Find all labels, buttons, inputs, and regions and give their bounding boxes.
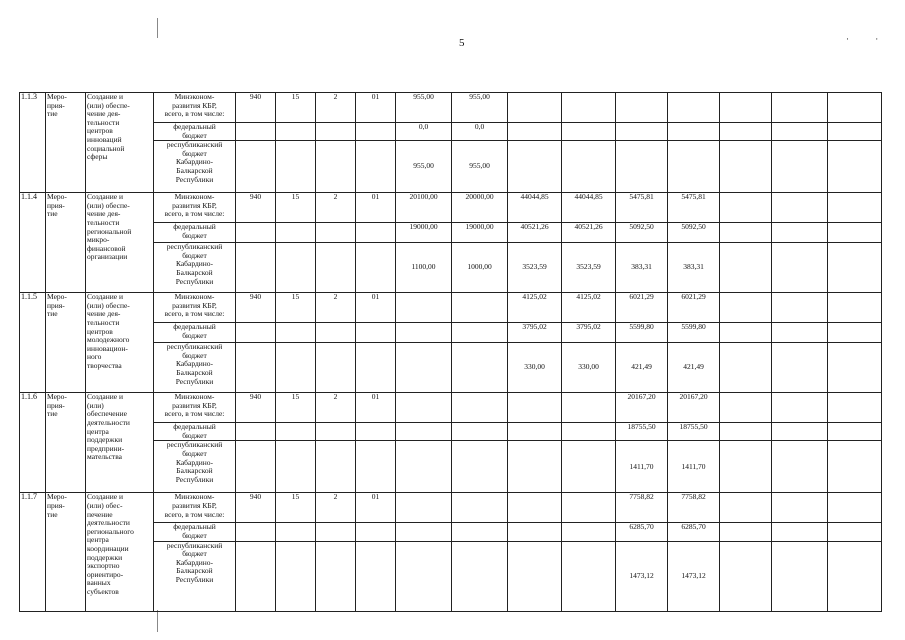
amount-cell: 5092,50 xyxy=(668,223,720,243)
amount-cell: 40521,26 xyxy=(562,223,616,243)
row-kind: Меро- прия- тие xyxy=(46,293,86,393)
amount-cell xyxy=(720,343,772,393)
table-body xyxy=(20,93,882,612)
code-rz xyxy=(276,141,316,193)
code-pr xyxy=(316,141,356,193)
row-kind: Меро- прия- тие xyxy=(46,393,86,493)
amount-cell: 20100,00 xyxy=(396,193,452,223)
scan-margin-line xyxy=(157,18,158,38)
amount-cell: 7758,82 xyxy=(668,493,720,523)
amount-cell xyxy=(720,323,772,343)
amount-cell: 1100,00 xyxy=(396,243,452,293)
funding-source: федеральный бюджет xyxy=(154,523,236,541)
code-pr xyxy=(316,441,356,493)
amount-cell xyxy=(396,293,452,323)
amount-cell xyxy=(452,293,508,323)
amount-cell: 44044,85 xyxy=(562,193,616,223)
funding-source: республиканский бюджет Кабардино- Балкарской Республики xyxy=(154,541,236,611)
amount-cell xyxy=(562,541,616,611)
amount-cell xyxy=(508,493,562,523)
amount-cell: 20000,00 xyxy=(452,193,508,223)
code-csr: 01 xyxy=(356,393,396,423)
amount-cell xyxy=(772,343,828,393)
row-kind: Меро- прия- тие xyxy=(46,93,86,193)
amount-cell xyxy=(828,243,882,293)
amount-cell: 5599,80 xyxy=(616,323,668,343)
amount-cell: 383,31 xyxy=(668,243,720,293)
amount-cell xyxy=(772,93,828,123)
amount-cell xyxy=(772,123,828,141)
code-csr xyxy=(356,441,396,493)
amount-cell xyxy=(828,393,882,423)
code-pr xyxy=(316,523,356,541)
budget-table xyxy=(19,92,882,612)
amount-cell: 1411,70 xyxy=(616,441,668,493)
amount-cell xyxy=(828,141,882,193)
code-pr xyxy=(316,323,356,343)
amount-cell xyxy=(772,393,828,423)
row-code: 1.1.6 xyxy=(20,393,46,493)
funding-source: республиканский бюджет Кабардино- Балкарской Республики xyxy=(154,441,236,493)
code-rz xyxy=(276,223,316,243)
amount-cell xyxy=(396,423,452,441)
amount-cell xyxy=(562,493,616,523)
row-name: Создание и (или) обеспечение деятельности центра поддержки предприни- мательства xyxy=(86,393,154,493)
row-code: 1.1.7 xyxy=(20,493,46,611)
code-grbs: 940 xyxy=(236,93,276,123)
amount-cell xyxy=(720,123,772,141)
funding-source: федеральный бюджет xyxy=(154,123,236,141)
amount-cell xyxy=(720,93,772,123)
code-grbs xyxy=(236,523,276,541)
amount-cell: 1473,12 xyxy=(616,541,668,611)
amount-cell: 3795,02 xyxy=(508,323,562,343)
code-grbs xyxy=(236,423,276,441)
amount-cell xyxy=(508,123,562,141)
amount-cell xyxy=(668,123,720,141)
amount-cell xyxy=(616,141,668,193)
amount-cell xyxy=(396,441,452,493)
code-pr xyxy=(316,243,356,293)
amount-cell xyxy=(720,423,772,441)
amount-cell: 5599,80 xyxy=(668,323,720,343)
funding-source: республиканский бюджет Кабардино- Балкарской Республики xyxy=(154,343,236,393)
code-rz: 15 xyxy=(276,293,316,323)
amount-cell xyxy=(668,141,720,193)
amount-cell xyxy=(508,441,562,493)
amount-cell xyxy=(828,123,882,141)
funding-source: республиканский бюджет Кабардино- Балкарской Республики xyxy=(154,141,236,193)
amount-cell xyxy=(396,393,452,423)
amount-cell xyxy=(562,93,616,123)
amount-cell: 6285,70 xyxy=(668,523,720,541)
amount-cell xyxy=(720,193,772,223)
row-name: Создание и (или) обеспе- чение дея- тельности центров молодежного инновацион- ного творчества xyxy=(86,293,154,393)
amount-cell xyxy=(562,123,616,141)
code-pr: 2 xyxy=(316,493,356,523)
code-csr: 01 xyxy=(356,293,396,323)
code-csr xyxy=(356,323,396,343)
amount-cell xyxy=(772,523,828,541)
code-rz xyxy=(276,323,316,343)
amount-cell xyxy=(508,423,562,441)
amount-cell xyxy=(720,441,772,493)
code-csr: 01 xyxy=(356,93,396,123)
amount-cell xyxy=(828,223,882,243)
amount-cell xyxy=(396,493,452,523)
amount-cell: 955,00 xyxy=(396,141,452,193)
amount-cell xyxy=(828,343,882,393)
funding-source: федеральный бюджет xyxy=(154,323,236,343)
table-row xyxy=(20,193,882,223)
amount-cell xyxy=(562,393,616,423)
row-code: 1.1.4 xyxy=(20,193,46,293)
code-rz: 15 xyxy=(276,93,316,123)
code-rz xyxy=(276,441,316,493)
code-csr xyxy=(356,123,396,141)
row-name: Создание и (или) обеспе- чение дея- тельности региональной микро- финансовой организации xyxy=(86,193,154,293)
amount-cell xyxy=(720,243,772,293)
amount-cell xyxy=(562,441,616,493)
code-grbs xyxy=(236,243,276,293)
amount-cell: 40521,26 xyxy=(508,223,562,243)
amount-cell xyxy=(562,423,616,441)
code-csr xyxy=(356,523,396,541)
scan-margin-line xyxy=(157,610,158,632)
code-grbs: 940 xyxy=(236,393,276,423)
amount-cell: 20167,20 xyxy=(668,393,720,423)
amount-cell xyxy=(452,343,508,393)
amount-cell: 0,0 xyxy=(452,123,508,141)
amount-cell xyxy=(616,123,668,141)
amount-cell: 5475,81 xyxy=(616,193,668,223)
amount-cell: 1473,12 xyxy=(668,541,720,611)
amount-cell xyxy=(452,441,508,493)
amount-cell xyxy=(772,293,828,323)
amount-cell xyxy=(720,141,772,193)
code-grbs: 940 xyxy=(236,293,276,323)
amount-cell xyxy=(452,393,508,423)
code-pr xyxy=(316,343,356,393)
code-csr xyxy=(356,541,396,611)
code-csr xyxy=(356,343,396,393)
code-pr: 2 xyxy=(316,193,356,223)
amount-cell: 0,0 xyxy=(396,123,452,141)
amount-cell xyxy=(772,141,828,193)
amount-cell: 3795,02 xyxy=(562,323,616,343)
code-rz xyxy=(276,123,316,141)
amount-cell: 1000,00 xyxy=(452,243,508,293)
amount-cell xyxy=(562,523,616,541)
top-scan-mark xyxy=(388,0,610,4)
code-csr: 01 xyxy=(356,193,396,223)
amount-cell: 955,00 xyxy=(452,141,508,193)
table-row xyxy=(20,93,882,123)
code-pr xyxy=(316,541,356,611)
code-rz xyxy=(276,423,316,441)
code-grbs xyxy=(236,343,276,393)
code-pr: 2 xyxy=(316,393,356,423)
amount-cell xyxy=(772,423,828,441)
row-code: 1.1.3 xyxy=(20,93,46,193)
amount-cell xyxy=(562,141,616,193)
funding-source: Минэконом- развития КБР, всего, в том числе: xyxy=(154,493,236,523)
amount-cell: 19000,00 xyxy=(452,223,508,243)
amount-cell: 3523,59 xyxy=(562,243,616,293)
amount-cell xyxy=(720,223,772,243)
code-grbs xyxy=(236,541,276,611)
amount-cell xyxy=(668,93,720,123)
row-code: 1.1.5 xyxy=(20,293,46,393)
code-csr: 01 xyxy=(356,493,396,523)
funding-source: Минэконом- развития КБР, всего, в том числе: xyxy=(154,93,236,123)
amount-cell xyxy=(828,193,882,223)
amount-cell xyxy=(772,441,828,493)
code-csr xyxy=(356,141,396,193)
code-csr xyxy=(356,423,396,441)
funding-source: Минэконом- развития КБР, всего, в том числе: xyxy=(154,193,236,223)
amount-cell: 19000,00 xyxy=(396,223,452,243)
code-grbs xyxy=(236,323,276,343)
amount-cell xyxy=(828,293,882,323)
amount-cell xyxy=(396,343,452,393)
amount-cell xyxy=(508,141,562,193)
amount-cell xyxy=(396,323,452,343)
amount-cell xyxy=(720,293,772,323)
amount-cell: 383,31 xyxy=(616,243,668,293)
table-row xyxy=(20,493,882,523)
amount-cell xyxy=(452,493,508,523)
amount-cell: 6021,29 xyxy=(616,293,668,323)
amount-cell xyxy=(508,541,562,611)
amount-cell: 6285,70 xyxy=(616,523,668,541)
amount-cell xyxy=(720,393,772,423)
code-rz: 15 xyxy=(276,393,316,423)
code-csr xyxy=(356,223,396,243)
funding-source: Минэконом- развития КБР, всего, в том числе: xyxy=(154,393,236,423)
amount-cell xyxy=(772,243,828,293)
amount-cell xyxy=(828,93,882,123)
code-pr xyxy=(316,423,356,441)
amount-cell xyxy=(396,523,452,541)
amount-cell xyxy=(772,323,828,343)
amount-cell: 4125,02 xyxy=(508,293,562,323)
amount-cell: 20167,20 xyxy=(616,393,668,423)
amount-cell xyxy=(720,523,772,541)
code-csr xyxy=(356,243,396,293)
code-rz xyxy=(276,343,316,393)
amount-cell: 421,49 xyxy=(616,343,668,393)
amount-cell xyxy=(772,541,828,611)
code-pr xyxy=(316,223,356,243)
code-pr: 2 xyxy=(316,93,356,123)
amount-cell: 421,49 xyxy=(668,343,720,393)
amount-cell xyxy=(508,523,562,541)
amount-cell: 7758,82 xyxy=(616,493,668,523)
amount-cell xyxy=(616,93,668,123)
code-grbs xyxy=(236,441,276,493)
amount-cell xyxy=(828,323,882,343)
row-name: Создание и (или) обес- печение деятельности регионального центра координации поддержки экспортно ориентиро- ванных субъектов xyxy=(86,493,154,611)
funding-source: республиканский бюджет Кабардино- Балкарской Республики xyxy=(154,243,236,293)
amount-cell: 955,00 xyxy=(452,93,508,123)
code-pr: 2 xyxy=(316,293,356,323)
amount-cell xyxy=(452,523,508,541)
amount-cell xyxy=(452,323,508,343)
amount-cell xyxy=(452,541,508,611)
amount-cell xyxy=(828,541,882,611)
row-kind: Меро- прия- тие xyxy=(46,493,86,611)
code-rz xyxy=(276,523,316,541)
amount-cell: 44044,85 xyxy=(508,193,562,223)
code-grbs xyxy=(236,123,276,141)
amount-cell: 5475,81 xyxy=(668,193,720,223)
row-name: Создание и (или) обеспе- чение дея- тельности центров инноваций социальной сферы xyxy=(86,93,154,193)
amount-cell xyxy=(772,493,828,523)
row-kind: Меро- прия- тие xyxy=(46,193,86,293)
code-grbs: 940 xyxy=(236,493,276,523)
code-rz xyxy=(276,243,316,293)
amount-cell xyxy=(828,493,882,523)
amount-cell xyxy=(720,541,772,611)
amount-cell: 4125,02 xyxy=(562,293,616,323)
table-row xyxy=(20,293,882,323)
amount-cell: 3523,59 xyxy=(508,243,562,293)
code-rz: 15 xyxy=(276,193,316,223)
amount-cell xyxy=(508,393,562,423)
amount-cell xyxy=(828,523,882,541)
code-grbs xyxy=(236,223,276,243)
code-grbs xyxy=(236,141,276,193)
amount-cell xyxy=(772,193,828,223)
amount-cell: 18755,50 xyxy=(616,423,668,441)
amount-cell: 330,00 xyxy=(508,343,562,393)
code-rz: 15 xyxy=(276,493,316,523)
amount-cell: 18755,50 xyxy=(668,423,720,441)
amount-cell xyxy=(396,541,452,611)
scan-dots: · · xyxy=(846,34,891,44)
amount-cell: 330,00 xyxy=(562,343,616,393)
table-row xyxy=(20,393,882,423)
amount-cell xyxy=(772,223,828,243)
amount-cell: 5092,50 xyxy=(616,223,668,243)
amount-cell: 1411,70 xyxy=(668,441,720,493)
code-grbs: 940 xyxy=(236,193,276,223)
code-pr xyxy=(316,123,356,141)
page-number: 5 xyxy=(459,37,465,49)
funding-source: федеральный бюджет xyxy=(154,223,236,243)
funding-source: федеральный бюджет xyxy=(154,423,236,441)
amount-cell xyxy=(720,493,772,523)
funding-source: Минэконом- развития КБР, всего, в том числе: xyxy=(154,293,236,323)
code-rz xyxy=(276,541,316,611)
amount-cell xyxy=(828,441,882,493)
amount-cell: 6021,29 xyxy=(668,293,720,323)
amount-cell: 955,00 xyxy=(396,93,452,123)
amount-cell xyxy=(828,423,882,441)
amount-cell xyxy=(508,93,562,123)
amount-cell xyxy=(452,423,508,441)
